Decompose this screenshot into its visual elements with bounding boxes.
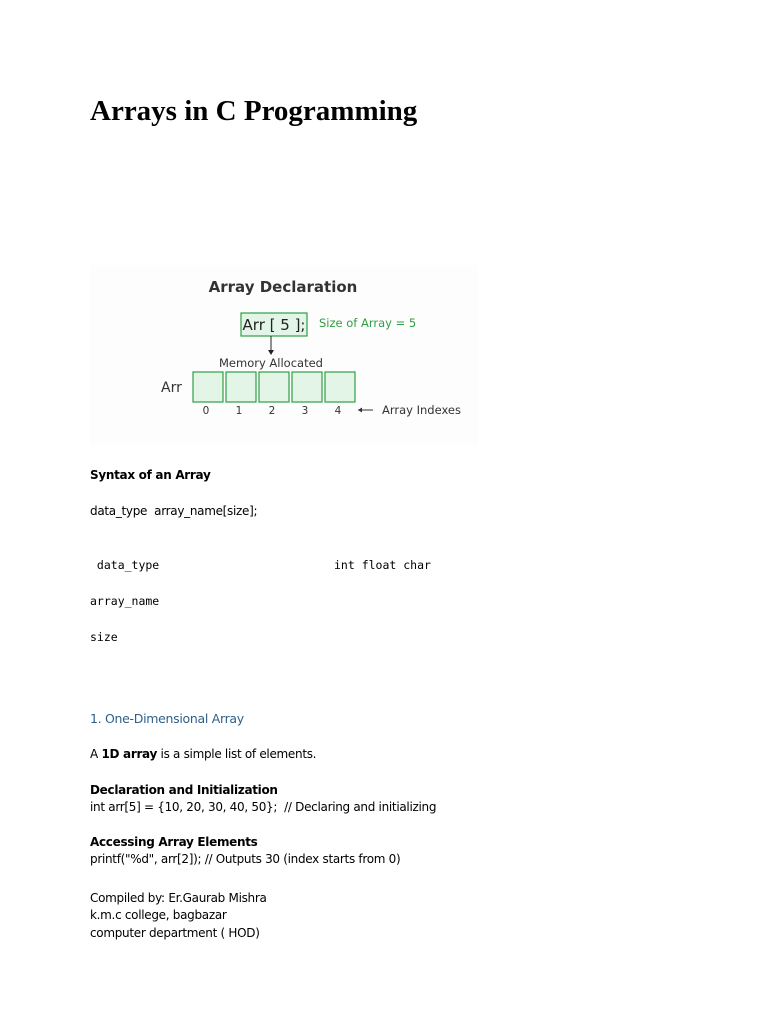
credit-line-2: k.m.c college, bagbazar [90, 908, 227, 922]
access-code: printf("%d", arr[2]); // Outputs 30 (index starts from 0) [90, 852, 401, 866]
table-row2-term: array_name [90, 594, 160, 608]
access-heading: Accessing Array Elements [90, 835, 258, 849]
credit-line-1: Compiled by: Er.Gaurab Mishra [90, 891, 267, 905]
declaration-heading: Declaration and Initialization [90, 783, 278, 797]
syntax-heading: Syntax of an Array [90, 468, 211, 482]
array-cell-1 [226, 372, 256, 402]
intro-prefix: A [90, 747, 102, 761]
array-index-0: 0 [202, 405, 210, 417]
pointer-arrowhead [268, 350, 274, 355]
table-row1-value: int float char [334, 558, 431, 572]
intro-bold-term: 1D array [101, 747, 158, 761]
document-title: Arrays in C Programming [90, 95, 418, 127]
array-cells [193, 372, 355, 402]
declaration-text: Arr [ 5 ]; [242, 316, 306, 334]
table-row3-term: size [90, 630, 118, 644]
size-label: Size of Array = 5 [319, 316, 417, 330]
figure-heading: Array Declaration [208, 278, 358, 296]
array-index-labels [203, 405, 342, 417]
array-cell-2 [259, 372, 289, 402]
array-cell-4 [325, 372, 355, 402]
array-diagram [90, 265, 478, 445]
table-row1-term: data_type [90, 558, 160, 572]
index-arrowhead [358, 408, 362, 413]
section-heading: 1. One-Dimensional Array [90, 711, 244, 726]
array-declaration-figure [90, 265, 478, 445]
declaration-code: int arr[5] = {10, 20, 30, 40, 50}; // Declaring and initializing [90, 800, 437, 814]
array-cell-0 [193, 372, 223, 402]
array-cell-3 [292, 372, 322, 402]
credit-line-3: computer department ( HOD) [90, 926, 260, 940]
intro-suffix: is a simple list of elements. [157, 747, 317, 761]
array-index-1: 1 [235, 405, 243, 417]
intro-paragraph [90, 746, 316, 763]
array-index-4: 4 [334, 405, 342, 417]
array-indexes-label: Array Indexes [382, 403, 462, 417]
syntax-line: data_type array_name[size]; [90, 504, 258, 518]
memory-allocated-label: Memory Allocated [219, 356, 323, 370]
array-index-3: 3 [301, 405, 309, 417]
array-index-2: 2 [268, 405, 276, 417]
array-name-label: Arr [161, 380, 182, 396]
